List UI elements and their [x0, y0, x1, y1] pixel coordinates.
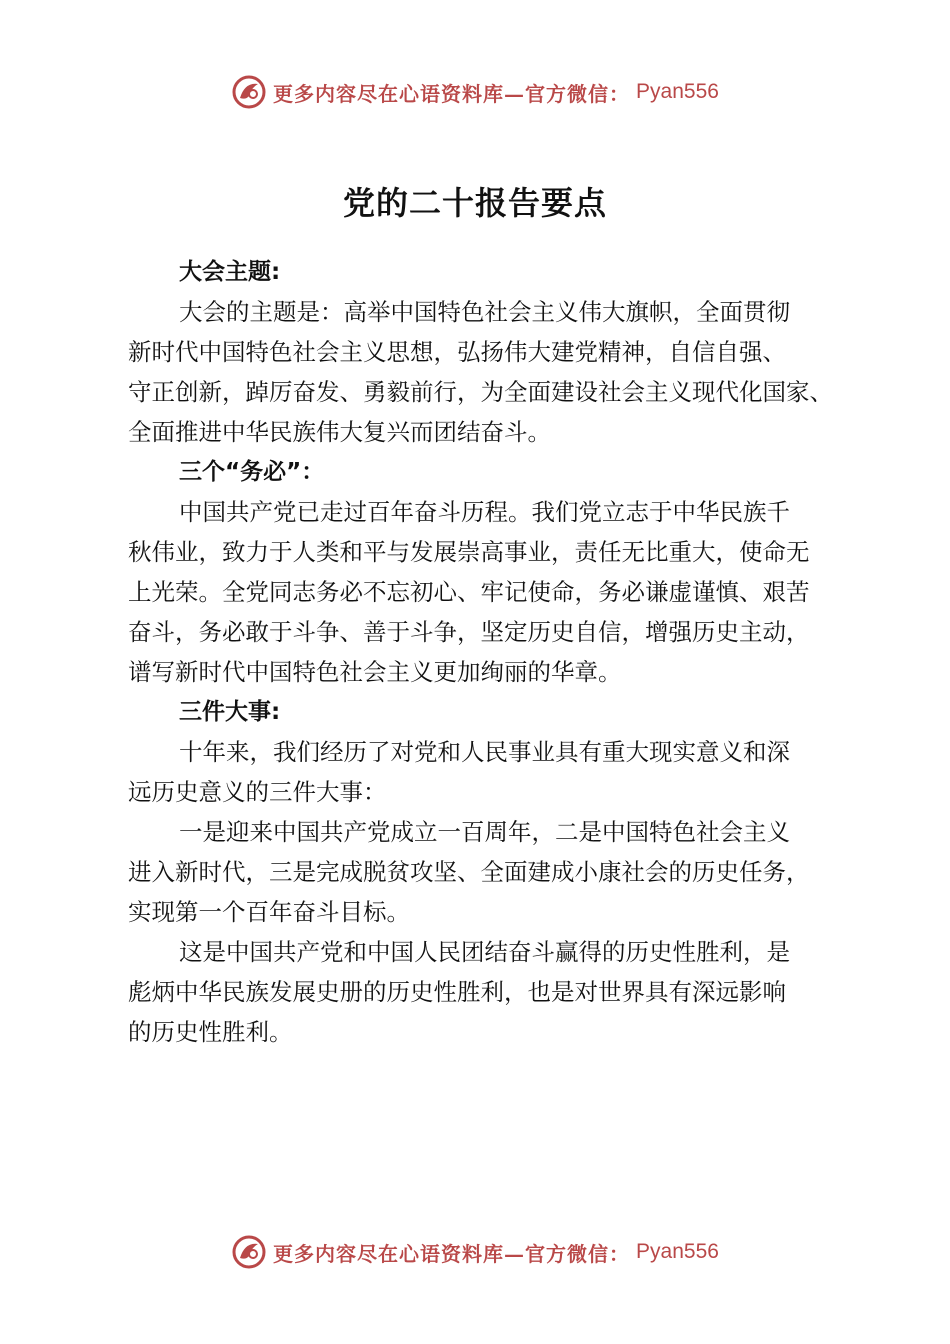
document-body — [128, 252, 888, 1052]
paragraph-line: 这是中国共产党和中国人民团结奋斗赢得的历史性胜利，是 — [179, 938, 790, 966]
paragraph-line: 大会的主题是：高举中国特色社会主义伟大旗帜，全面贯彻 — [179, 298, 790, 326]
paragraph-line: 新时代中国特色社会主义思想，弘扬伟大建党精神，自信自强、 — [128, 338, 786, 366]
brand-logo-icon — [231, 74, 267, 110]
paragraph-line: 彪炳中华民族发展史册的历史性胜利，也是对世界具有深远影响 — [128, 978, 786, 1006]
paragraph-line: 守正创新，踔厉奋发、勇毅前行，为全面建设社会主义现代化国家、 — [128, 378, 833, 406]
section-heading-theme: 大会主题: — [179, 259, 281, 285]
paragraph-line: 全面推进中华民族伟大复兴而团结奋斗。 — [128, 418, 551, 446]
paragraph-line: 谱写新时代中国特色社会主义更加绚丽的华章。 — [128, 658, 622, 686]
watermark-wechat-id: Pyan556 — [636, 1240, 719, 1263]
paragraph-line: 奋斗，务必敢于斗争、善于斗争，坚定历史自信，增强历史主动， — [128, 618, 810, 646]
section-heading-three-events: 三件大事: — [179, 699, 281, 725]
paragraph-line: 上光荣。全党同志务必不忘初心、牢记使命，务必谦虚谨慎、艰苦 — [128, 578, 810, 606]
paragraph-line: 一是迎来中国共产党成立一百周年，二是中国特色社会主义 — [179, 818, 790, 846]
document-title: 党的二十报告要点 — [342, 184, 607, 222]
header-watermark — [0, 72, 950, 112]
paragraph-line: 十年来，我们经历了对党和人民事业具有重大现实意义和深 — [179, 738, 790, 766]
paragraph-line: 实现第一个百年奋斗目标。 — [128, 898, 410, 926]
paragraph-line: 的历史性胜利。 — [128, 1018, 293, 1046]
paragraph-line: 中国共产党已走过百年奋斗历程。我们党立志于中华民族千 — [179, 498, 790, 526]
paragraph-line: 秋伟业，致力于人类和平与发展崇高事业，责任无比重大，使命无 — [128, 538, 810, 566]
paragraph-line: 进入新时代，三是完成脱贫攻坚、全面建成小康社会的历史任务， — [128, 858, 810, 886]
brand-logo-icon — [231, 1234, 267, 1270]
paragraph-line: 远历史意义的三件大事： — [128, 778, 387, 806]
watermark-wechat-id: Pyan556 — [636, 80, 719, 103]
footer-watermark — [0, 1232, 950, 1272]
watermark-text: 更多内容尽在心语资料库—官方微信： — [273, 1241, 631, 1266]
section-heading-three-musts: 三个“务必”： — [179, 459, 325, 485]
watermark-text: 更多内容尽在心语资料库—官方微信： — [273, 81, 631, 106]
